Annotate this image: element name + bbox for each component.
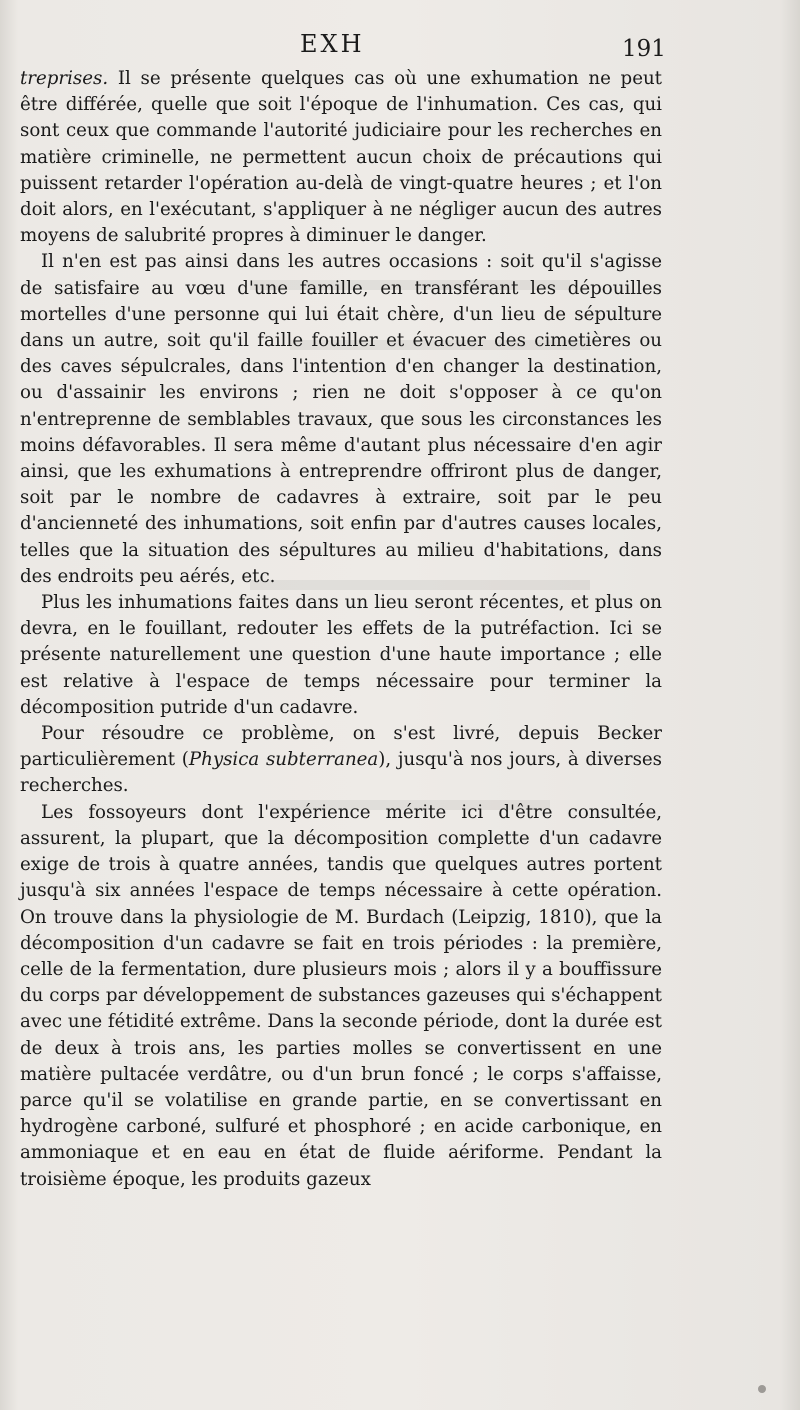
paragraph-4 bbox=[20, 721, 662, 800]
running-title: EXH bbox=[300, 30, 365, 58]
paragraph-2: Il n'en est pas ainsi dans les autres occasions : soit qu'il s'agisse de satisfaire au vœu d'une famille, en transférant les dépouilles mortelles d'une personne qui lui était chère, d'un lieu de sépulture dans un autre, soit qu'il faille fouiller et évacuer des cimetières ou des caves sépulcrales, dans l'intention d'en changer la destination, ou d'assainir les environs ; rien ne doit s'opposer à ce qu'on n'entreprenne de semblables travaux, que sous les circonstances les moins défavorables. Il sera même d'autant plus nécessaire d'en agir ainsi, que les exhumations à entreprendre offriront plus de danger, soit par le nombre de cadavres à extraire, soit par le peu d'ancienneté des inhumations, soit enfin par d'autres causes locales, telles que la situation des sépultures au milieu d'habitations, dans des endroits peu aérés, etc. bbox=[20, 251, 662, 587]
paragraph-4-after: ), jusqu'à nos jours, à diverses recherches. bbox=[20, 749, 663, 797]
paragraph-4-italic-title: Physica subterranea bbox=[188, 749, 379, 771]
paragraph-3: Plus les inhumations faites dans un lieu seront récentes, et plus on devra, en le fouillant, redouter les effets de la putréfaction. Ici se présente naturellement une question d'une haute importance ; elle est relative à l'espace de temps nécessaire pour terminer la décomposition putride d'un cadavre. bbox=[20, 592, 662, 718]
paper-speck bbox=[758, 1385, 766, 1393]
paragraph-1-lead: treprises. bbox=[20, 68, 109, 89]
body-text bbox=[20, 66, 662, 1193]
page-number: 191 bbox=[622, 36, 666, 62]
paragraph-5: Les fossoyeurs dont l'expérience mérite ici d'être consultée, assurent, la plupart, que la décomposition complette d'un cadavre exige de trois à quatre années, tandis que quelques autres portent jusqu'à six années l'espace de temps nécessaire à cette opération. On trouve dans la physiologie de M. Burdach (Leipzig, 1810), que la décomposition d'un cadavre se fait en trois périodes : la première, celle de la fermentation, dure plusieurs mois ; alors il y a bouffissure du corps par développement de substances gazeuses qui s'échappent avec une fétidité extrême. Dans la seconde période, dont la durée est de deux à trois ans, les parties molles se convertissent en une matière pultacée verdâtre, ou d'un brun foncé ; le corps s'affaisse, parce qu'il se volatilise en grande partie, en se convertissant en hydrogène carboné, sulfuré et phosphoré ; en acide carbonique, en ammoniaque et en eau en état de fluide aériforme. Pendant la troisième époque, les produits gazeux bbox=[20, 801, 662, 1190]
paragraph-1 bbox=[20, 66, 662, 249]
paragraph-4-before: Pour résoudre ce problème, on s'est livré, depuis Becker particulièrement ( bbox=[20, 723, 662, 771]
paragraph-1-connector: Il bbox=[108, 68, 141, 89]
page-header bbox=[0, 30, 800, 70]
paragraph-1-text: se présente quelques cas où une exhumation ne peut être différée, quelle que soit l'époque de l'inhumation. Ces cas, qui sont ceux que commande l'autorité judiciaire pour les recherches en matière criminelle, ne permettent aucun choix de précautions qui puissent retarder l'opération au-delà de vingt-quatre heures ; et l'on doit alors, en l'exécutant, s'appliquer à ne négliger aucun des autres moyens de salubrité propres à diminuer le danger. bbox=[20, 68, 662, 247]
